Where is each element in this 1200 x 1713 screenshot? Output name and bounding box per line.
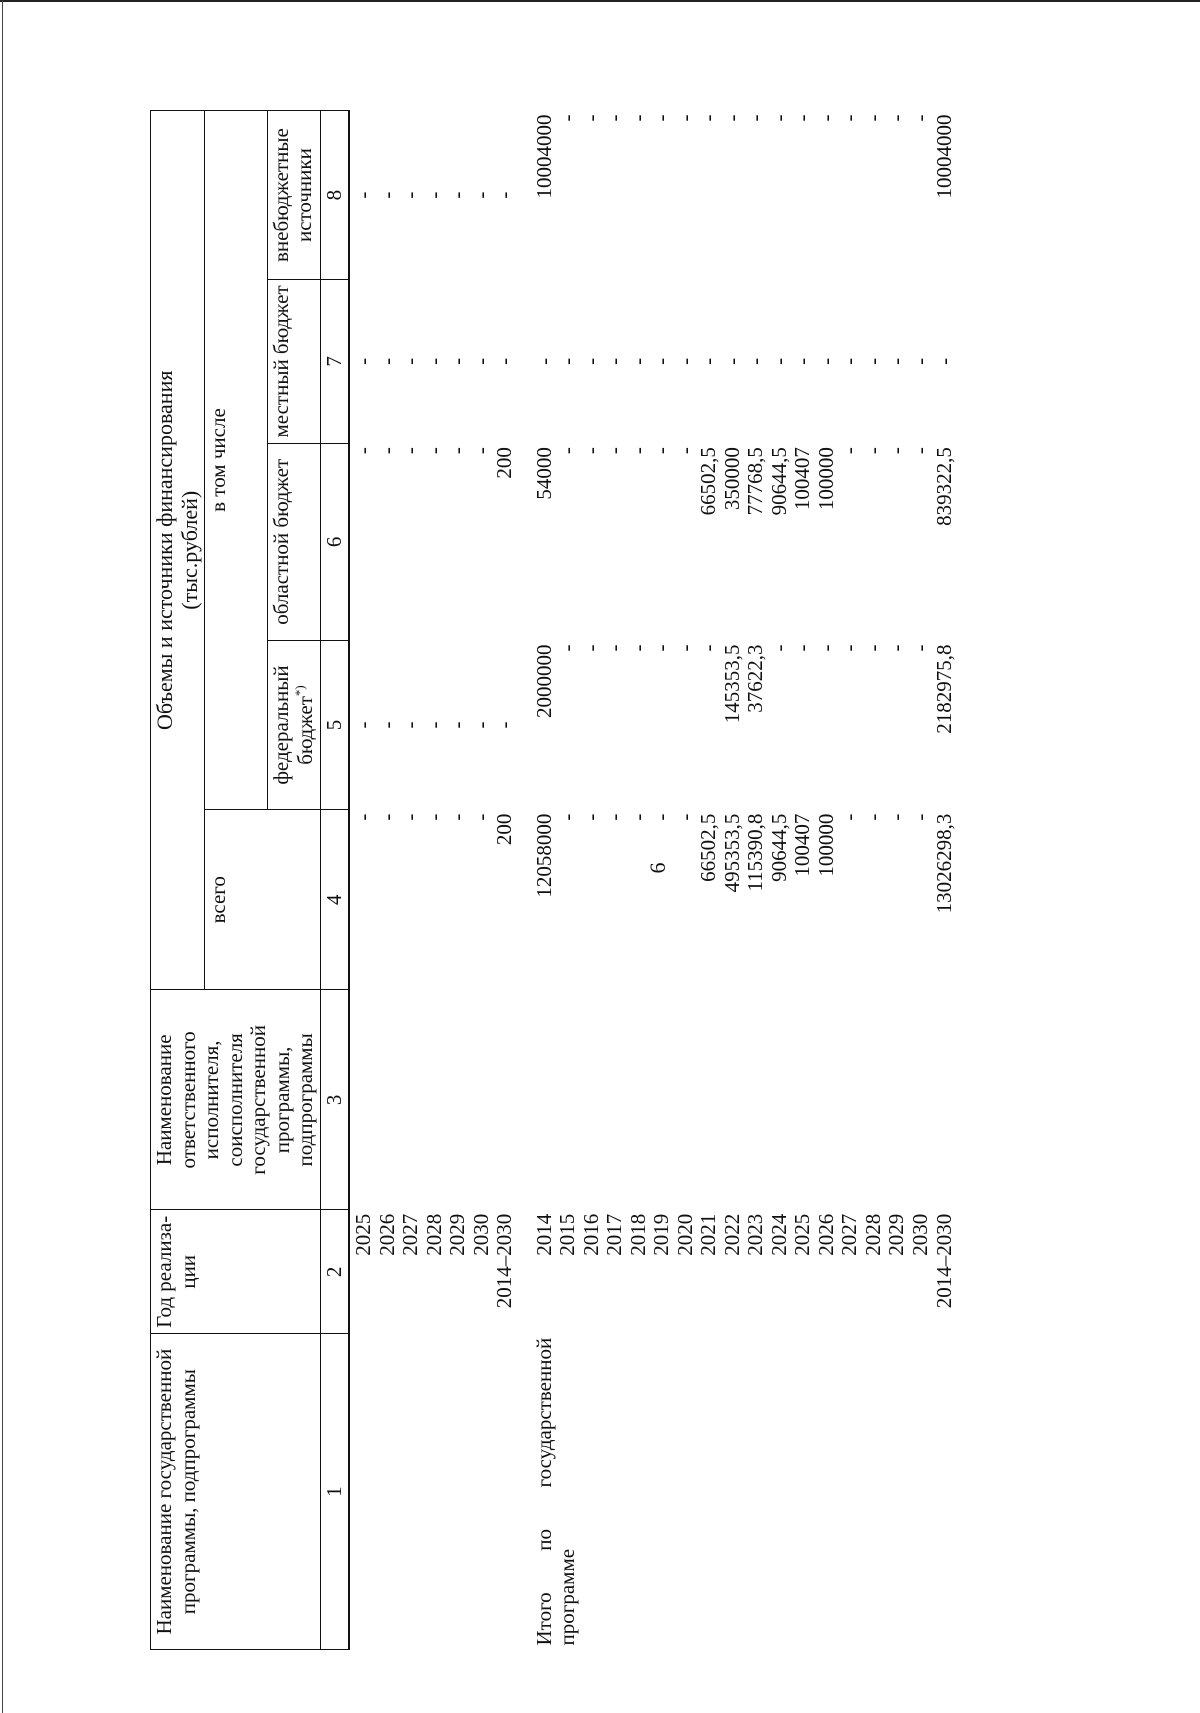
block2-years-cell-4: 2018 bbox=[625, 1213, 650, 1256]
block1-executor bbox=[349, 990, 519, 1210]
block1-years bbox=[349, 1210, 519, 1334]
block2-years-cell-10: 2024 bbox=[766, 1213, 791, 1256]
block2-extrabudgetary-cell-11: - bbox=[790, 114, 815, 122]
block2-regional-cell-14: - bbox=[860, 447, 885, 455]
block2-total-cell-15: - bbox=[884, 813, 909, 821]
header-num-2: 2 bbox=[320, 1210, 349, 1334]
block2-extrabudgetary-cell-17: 10004000 bbox=[931, 114, 956, 199]
header-num-5: 5 bbox=[320, 640, 349, 809]
block1-extrabudgetary-cell-0: - bbox=[351, 191, 376, 199]
block2-local-cell-2: - bbox=[578, 357, 603, 365]
block2-regional-cell-1: - bbox=[555, 447, 580, 455]
block2-local-cell-5: - bbox=[649, 357, 674, 365]
block1-regional-cell-1: - bbox=[374, 447, 399, 455]
block2-total-cell-0: 12058000 bbox=[531, 813, 556, 898]
block2-total-cell-16: - bbox=[907, 813, 932, 821]
block2-federal-cell-7: - bbox=[696, 644, 721, 652]
block1-regional-cell-4: - bbox=[445, 447, 470, 455]
header-total: всего bbox=[205, 810, 320, 990]
header-year: Год реализа-ции bbox=[151, 1210, 321, 1334]
block2-total-cell-5: - bbox=[649, 813, 674, 821]
block2-total-cell-13: - bbox=[837, 813, 862, 821]
block1-years-cell-2: 2027 bbox=[398, 1213, 423, 1256]
block1-extrabudgetary-cell-1: - bbox=[374, 191, 399, 199]
block1-local bbox=[349, 280, 519, 443]
block2-total-cell-4: - bbox=[625, 813, 650, 821]
block2-years-cell-1: 2015 bbox=[555, 1213, 580, 1256]
block2-years-cell-9: 2023 bbox=[743, 1213, 768, 1256]
table-row-block1 bbox=[349, 111, 519, 1650]
block2-years-cell-13: 2027 bbox=[837, 1213, 862, 1256]
block2-federal-cell-5: - bbox=[649, 644, 674, 652]
block1-extrabudgetary bbox=[349, 111, 519, 280]
block2-federal-cell-9: 37622,3 bbox=[743, 644, 768, 713]
block1-local-cell-2: - bbox=[398, 357, 423, 365]
block2-label: Итого по государственной программе bbox=[531, 1337, 580, 1646]
block2-years-cell-11: 2025 bbox=[790, 1213, 815, 1256]
block1-regional-cell-2: - bbox=[398, 447, 423, 455]
block2-years-cell-2: 2016 bbox=[578, 1213, 603, 1256]
block1-federal-cell-1: - bbox=[374, 721, 399, 729]
block1-total-cell-4: - bbox=[445, 813, 470, 821]
header-program-name: Наименование государственной программы, подпрограммы bbox=[151, 1334, 321, 1650]
block2-local-cell-17: - bbox=[931, 357, 956, 365]
block1-local-cell-5: - bbox=[468, 357, 493, 365]
block2-years-cell-8: 2022 bbox=[719, 1213, 744, 1256]
block1-years-cell-1: 2026 bbox=[374, 1213, 399, 1256]
block2-extrabudgetary-cell-5: - bbox=[649, 114, 674, 122]
block2-regional-cell-10: 90644,5 bbox=[766, 447, 791, 516]
block2-local bbox=[519, 280, 958, 443]
block2-extrabudgetary-cell-15: - bbox=[884, 114, 909, 122]
block2-years-cell-15: 2029 bbox=[884, 1213, 909, 1256]
header-federal-footnote: *) bbox=[292, 685, 308, 697]
block2-extrabudgetary-cell-16: - bbox=[907, 114, 932, 122]
header-num-6: 6 bbox=[320, 443, 349, 640]
block1-local-cell-0: - bbox=[351, 357, 376, 365]
block2-total-cell-6: - bbox=[672, 813, 697, 821]
block2-extrabudgetary-cell-6: - bbox=[672, 114, 697, 122]
block1-local-cell-6: - bbox=[492, 357, 517, 365]
block1-federal-cell-4: - bbox=[445, 721, 470, 729]
header-funding-unit: (тыс.рублей) bbox=[176, 490, 202, 610]
block2-years-cell-16: 2030 bbox=[907, 1213, 932, 1256]
block2-federal-cell-16: - bbox=[907, 644, 932, 652]
block1-local-cell-1: - bbox=[374, 357, 399, 365]
block1-total-cell-2: - bbox=[398, 813, 423, 821]
block1-total-cell-5: - bbox=[468, 813, 493, 821]
header-local-budget: местный бюджет bbox=[267, 280, 320, 443]
block2-federal-cell-8: 145353,5 bbox=[719, 644, 744, 724]
header-num-3: 3 bbox=[320, 990, 349, 1210]
block2-local-cell-1: - bbox=[555, 357, 580, 365]
block2-regional-cell-9: 77768,5 bbox=[743, 447, 768, 516]
block2-years-cell-6: 2020 bbox=[672, 1213, 697, 1256]
block1-federal-cell-3: - bbox=[421, 721, 446, 729]
block2-local-cell-10: - bbox=[766, 357, 791, 365]
block1-regional-cell-3: - bbox=[421, 447, 446, 455]
block2-extrabudgetary-cell-4: - bbox=[625, 114, 650, 122]
block2-total-cell-17: 13026298,3 bbox=[931, 813, 956, 914]
block2-executor bbox=[519, 990, 958, 1210]
header-num-8: 8 bbox=[320, 111, 349, 280]
block2-total-cell-14: - bbox=[860, 813, 885, 821]
block2-local-cell-3: - bbox=[602, 357, 627, 365]
block2-total-cell-10: 90644,5 bbox=[766, 813, 791, 882]
block2-regional-cell-5: - bbox=[649, 447, 674, 455]
header-regional-budget: областной бюджет bbox=[267, 443, 320, 640]
block1-regional-cell-5: - bbox=[468, 447, 493, 455]
block2-regional-cell-11: 100407 bbox=[790, 447, 815, 511]
block2-years bbox=[519, 1210, 958, 1334]
block2-federal-cell-14: - bbox=[860, 644, 885, 652]
block2-federal-cell-17: 2182975,8 bbox=[931, 644, 956, 734]
block2-federal-cell-3: - bbox=[602, 644, 627, 652]
block1-federal-cell-6: - bbox=[492, 721, 517, 729]
header-num-1: 1 bbox=[320, 1334, 349, 1650]
block2-years-cell-0: 2014 bbox=[531, 1213, 556, 1256]
block2-extrabudgetary-cell-3: - bbox=[602, 114, 627, 122]
block2-regional-cell-4: - bbox=[625, 447, 650, 455]
page-number: 6 bbox=[645, 862, 670, 874]
block2-federal-cell-10: - bbox=[766, 644, 791, 652]
block2-extrabudgetary-cell-13: - bbox=[837, 114, 862, 122]
block2-regional-cell-7: 66502,5 bbox=[696, 447, 721, 516]
block2-extrabudgetary-cell-2: - bbox=[578, 114, 603, 122]
block2-extrabudgetary-cell-7: - bbox=[696, 114, 721, 122]
block1-total bbox=[349, 810, 519, 990]
block2-federal-cell-6: - bbox=[672, 644, 697, 652]
block2-regional-cell-8: 350000 bbox=[719, 447, 744, 511]
block1-years-cell-5: 2030 bbox=[468, 1213, 493, 1256]
header-federal-label: федеральный бюджет bbox=[268, 665, 318, 785]
header-extrabudgetary: внебюджетные источники bbox=[267, 111, 320, 280]
header-federal-budget bbox=[267, 640, 320, 809]
header-executor: Наименование ответственного исполнителя, соисполнителя государственной программы, подпрограммы bbox=[151, 990, 321, 1210]
block1-extrabudgetary-cell-4: - bbox=[445, 191, 470, 199]
header-funding-title: Объемы и источники финансирования bbox=[152, 370, 177, 730]
block2-extrabudgetary-cell-1: - bbox=[555, 114, 580, 122]
block2-extrabudgetary bbox=[519, 111, 958, 280]
block2-regional bbox=[519, 443, 958, 640]
header-num-4: 4 bbox=[320, 810, 349, 990]
block2-extrabudgetary-cell-10: - bbox=[766, 114, 791, 122]
block1-years-cell-3: 2028 bbox=[421, 1213, 446, 1256]
block2-extrabudgetary-cell-8: - bbox=[719, 114, 744, 122]
block2-years-cell-3: 2017 bbox=[602, 1213, 627, 1256]
block1-federal-cell-0: - bbox=[351, 721, 376, 729]
block2-federal-cell-11: - bbox=[790, 644, 815, 652]
block2-regional-cell-13: - bbox=[837, 447, 862, 455]
block2-extrabudgetary-cell-9: - bbox=[743, 114, 768, 122]
block2-local-cell-13: - bbox=[837, 357, 862, 365]
block2-total bbox=[519, 810, 958, 990]
block2-years-cell-5: 2019 bbox=[649, 1213, 674, 1256]
block2-extrabudgetary-cell-14: - bbox=[860, 114, 885, 122]
block2-total-cell-11: 100407 bbox=[790, 813, 815, 877]
block2-federal-cell-1: - bbox=[555, 644, 580, 652]
block2-total-cell-8: 495353,5 bbox=[719, 813, 744, 893]
block1-local-cell-4: - bbox=[445, 357, 470, 365]
block2-years-cell-12: 2026 bbox=[813, 1213, 838, 1256]
block2-federal-cell-12: - bbox=[813, 644, 838, 652]
block2-local-cell-6: - bbox=[672, 357, 697, 365]
block2-total-cell-2: - bbox=[578, 813, 603, 821]
block2-federal-cell-15: - bbox=[884, 644, 909, 652]
block1-extrabudgetary-cell-6: - bbox=[492, 191, 517, 199]
block2-regional-cell-0: 54000 bbox=[531, 447, 556, 500]
block2-regional-cell-16: - bbox=[907, 447, 932, 455]
block2-extrabudgetary-cell-0: 10004000 bbox=[531, 114, 556, 199]
block2-local-cell-8: - bbox=[719, 357, 744, 365]
block2-regional-cell-17: 839322,5 bbox=[931, 447, 956, 526]
block1-extrabudgetary-cell-3: - bbox=[421, 191, 446, 199]
block1-years-cell-4: 2029 bbox=[445, 1213, 470, 1256]
block2-years-cell-14: 2028 bbox=[860, 1213, 885, 1256]
table-row-block2 bbox=[519, 111, 958, 1650]
scan-edge-top bbox=[0, 0, 1200, 2]
block1-years-cell-6: 2014–2030 bbox=[492, 1213, 517, 1309]
block1-regional bbox=[349, 443, 519, 640]
block2-extrabudgetary-cell-12: - bbox=[813, 114, 838, 122]
block1-total-cell-0: - bbox=[351, 813, 376, 821]
block2-local-cell-4: - bbox=[625, 357, 650, 365]
header-including: в том числе bbox=[205, 111, 267, 810]
block2-federal-cell-13: - bbox=[837, 644, 862, 652]
block2-total-cell-1: - bbox=[555, 813, 580, 821]
block1-label bbox=[349, 1334, 519, 1650]
block2-total-cell-9: 115390,8 bbox=[743, 813, 768, 892]
block1-federal bbox=[349, 640, 519, 809]
block1-total-cell-1: - bbox=[374, 813, 399, 821]
block2-federal-cell-4: - bbox=[625, 644, 650, 652]
block2-federal-cell-0: 2000000 bbox=[531, 644, 556, 718]
block2-regional-cell-3: - bbox=[602, 447, 627, 455]
block1-local-cell-3: - bbox=[421, 357, 446, 365]
block2-local-cell-15: - bbox=[884, 357, 909, 365]
block1-years-cell-0: 2025 bbox=[351, 1213, 376, 1256]
block1-federal-cell-5: - bbox=[468, 721, 493, 729]
block2-federal-cell-2: - bbox=[578, 644, 603, 652]
block2-years-cell-7: 2021 bbox=[696, 1213, 721, 1256]
block2-regional-cell-12: 100000 bbox=[813, 447, 838, 511]
rotated-page-content bbox=[150, 110, 1110, 1650]
block1-extrabudgetary-cell-2: - bbox=[398, 191, 423, 199]
block2-local-cell-9: - bbox=[743, 357, 768, 365]
block2-regional-cell-15: - bbox=[884, 447, 909, 455]
funding-table bbox=[150, 110, 958, 1650]
block2-local-cell-14: - bbox=[860, 357, 885, 365]
block2-federal bbox=[519, 640, 958, 809]
block1-extrabudgetary-cell-5: - bbox=[468, 191, 493, 199]
block2-local-cell-11: - bbox=[790, 357, 815, 365]
block2-total-cell-7: 66502,5 bbox=[696, 813, 721, 882]
block2-regional-cell-6: - bbox=[672, 447, 697, 455]
block2-local-cell-7: - bbox=[696, 357, 721, 365]
block2-total-cell-3: - bbox=[602, 813, 627, 821]
block2-local-cell-12: - bbox=[813, 357, 838, 365]
block1-total-cell-3: - bbox=[421, 813, 446, 821]
header-num-7: 7 bbox=[320, 280, 349, 443]
block2-years-cell-17: 2014–2030 bbox=[931, 1213, 956, 1309]
block1-total-cell-6: 200 bbox=[492, 813, 517, 846]
block1-regional-cell-6: 200 bbox=[492, 447, 517, 479]
scan-edge-left bbox=[2, 0, 3, 1713]
block1-federal-cell-2: - bbox=[398, 721, 423, 729]
header-funding-group bbox=[151, 111, 205, 990]
block2-local-cell-0: - bbox=[531, 357, 556, 365]
block1-regional-cell-0: - bbox=[351, 447, 376, 455]
block2-regional-cell-2: - bbox=[578, 447, 603, 455]
block2-total-cell-12: 100000 bbox=[813, 813, 838, 877]
block2-local-cell-16: - bbox=[907, 357, 932, 365]
